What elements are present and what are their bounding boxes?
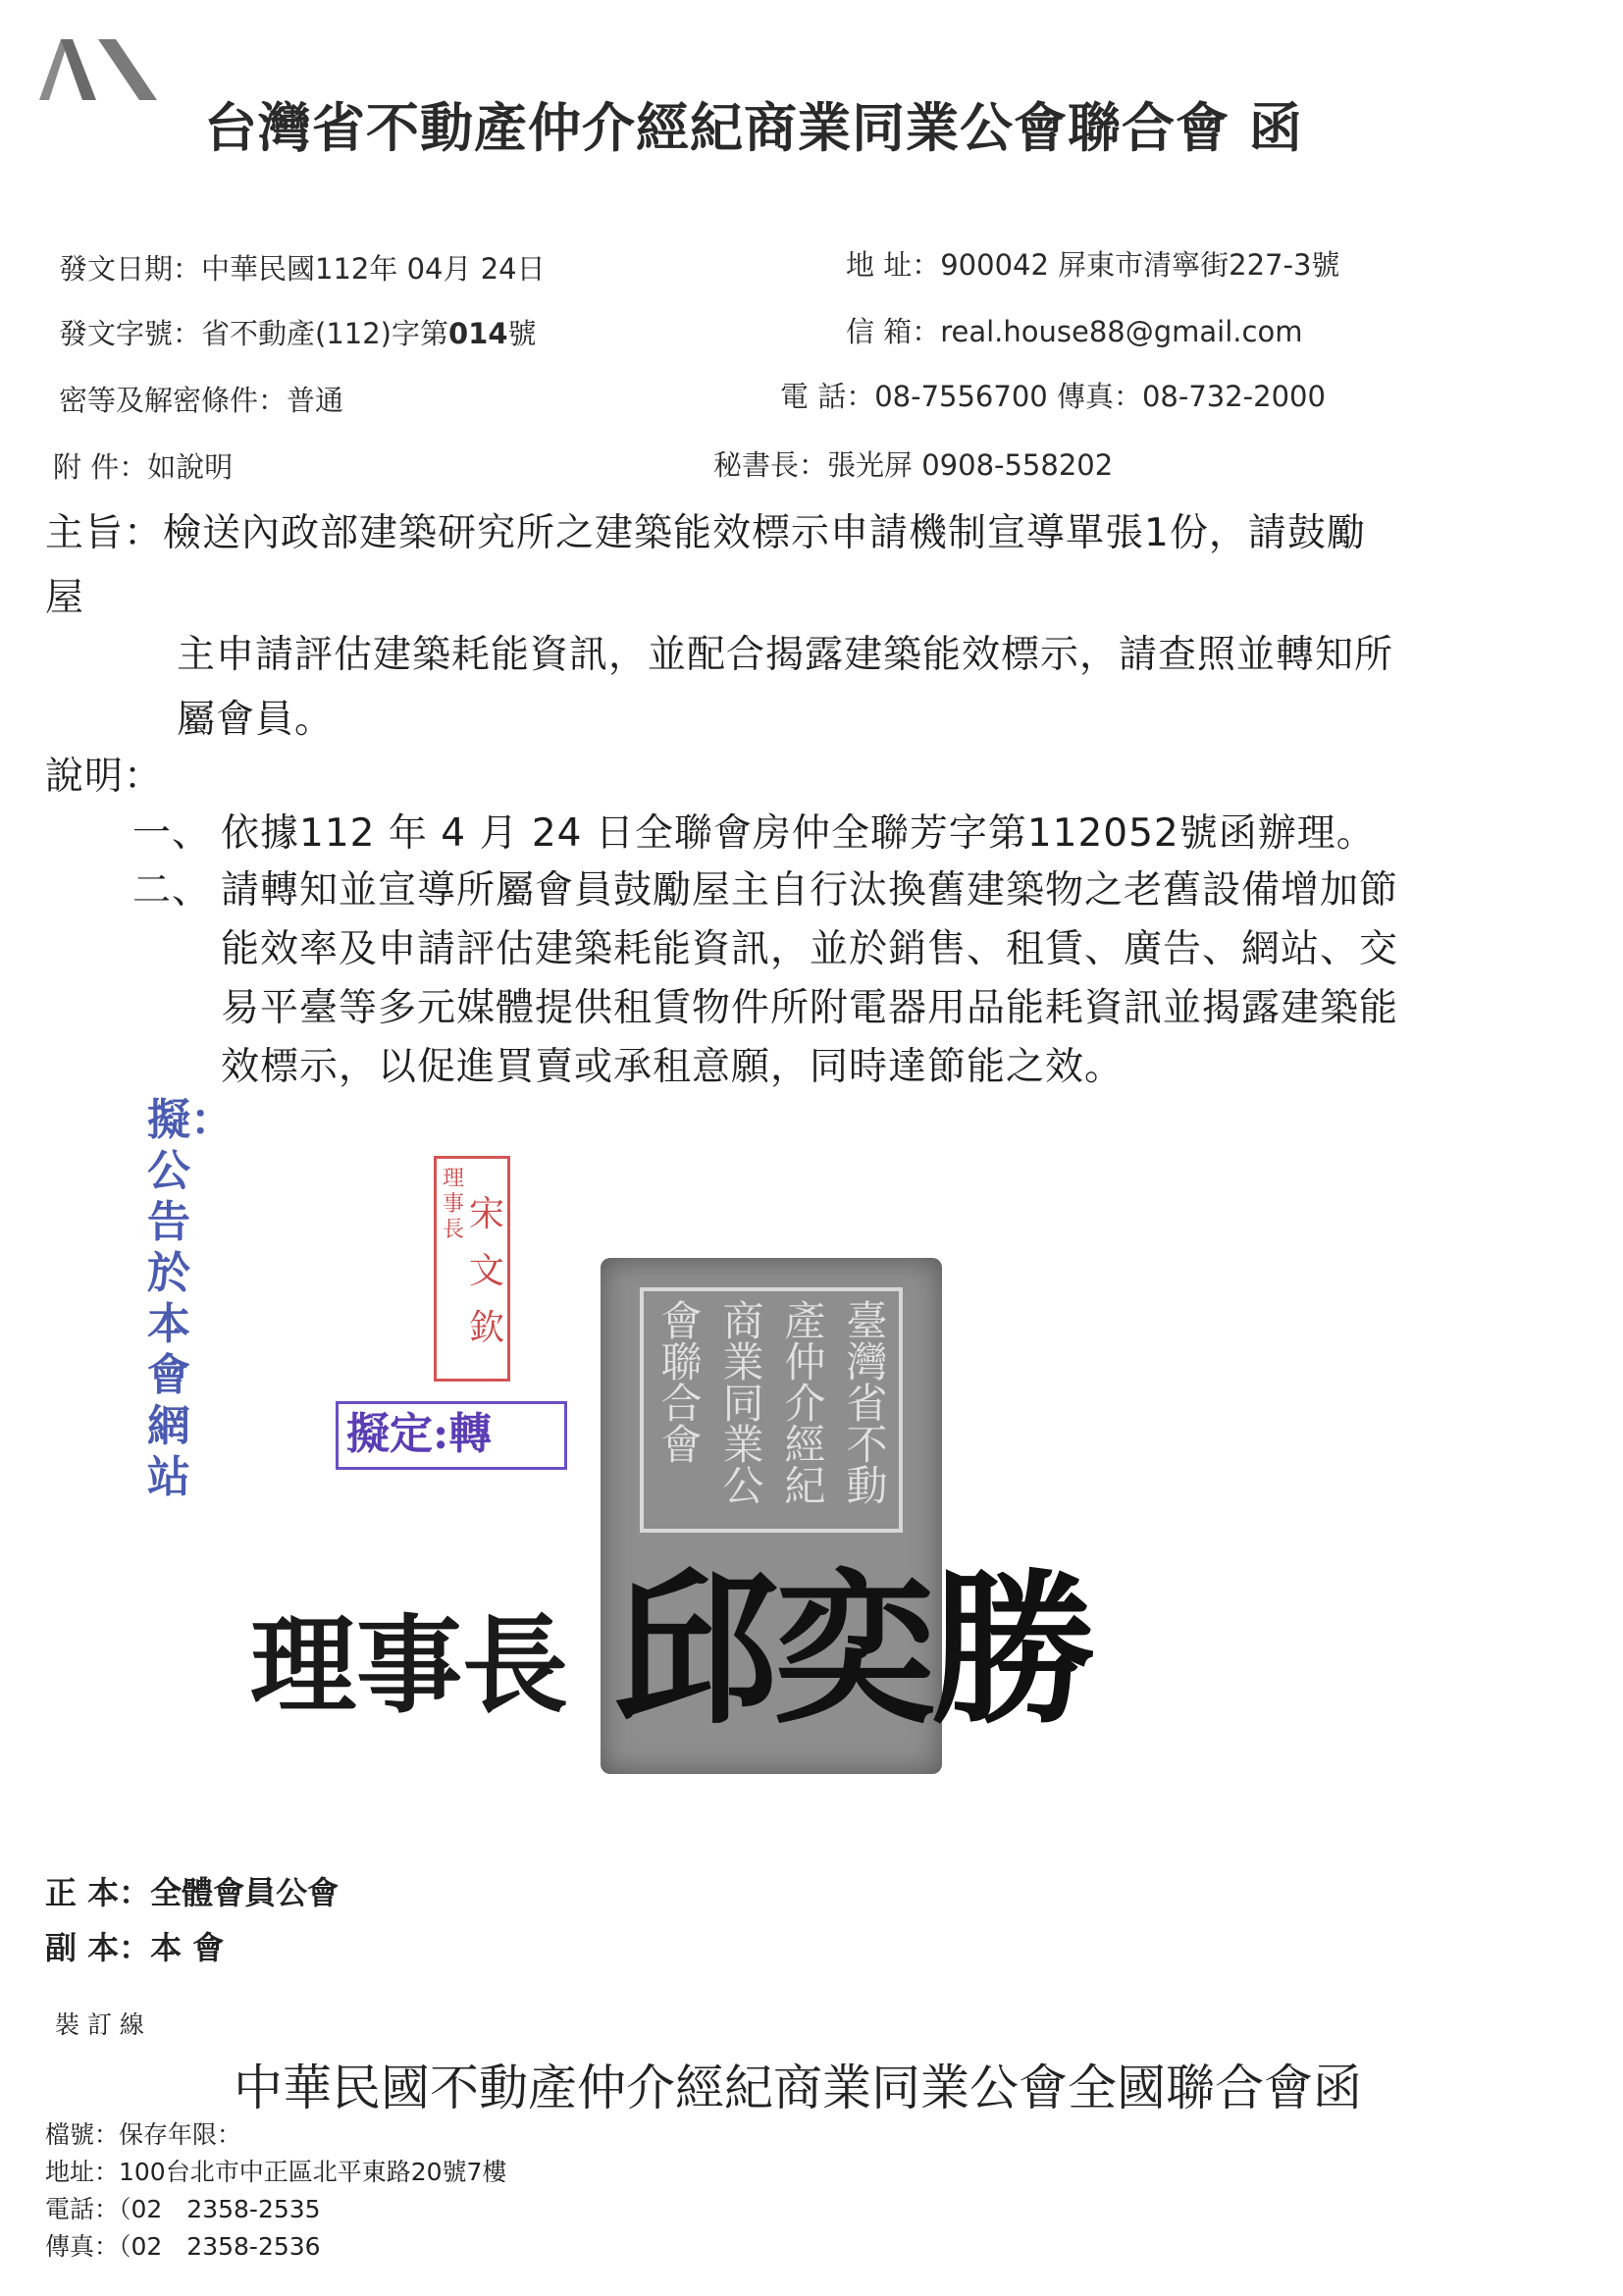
- footer-phone: 電話：（02 2358-2535: [45, 2195, 321, 2223]
- signatory-name: 邱奕勝: [613, 1554, 1090, 1747]
- seal-text: 臺灣省不動: [840, 1299, 889, 1505]
- sender-email: 信 箱：real.house88@gmail.com: [846, 315, 1303, 348]
- footer-title: 中華民國不動產仲介經紀商業同業公會全國聯合會函: [234, 2060, 1362, 2116]
- explanation-item-2-line: 易平臺等多元媒體提供租賃物件所附電器用品能耗資訊並揭露建築能: [221, 986, 1399, 1030]
- subject-line-1: 主旨：檢送內政部建築研究所之建築能效標示申請機制宣導單張1份，請鼓勵: [45, 511, 1366, 555]
- association-logo: [39, 39, 177, 100]
- seal-text: 產仲介經紀: [778, 1299, 827, 1505]
- sender-phone: 電 話：08-7556700 傳真：08-732-2000: [780, 380, 1326, 413]
- original-recipient: 正 本：全體會員公會: [45, 1874, 340, 1911]
- blue-annotation-stamp: 擬：公告於本會網站: [147, 1095, 234, 1502]
- footer-fax: 傳真：（02 2358-2536: [45, 2232, 321, 2261]
- explanation-item-2-line: 請轉知並宣導所屬會員鼓勵屋主自行汰換舊建築物之老舊設備增加節: [221, 868, 1399, 913]
- sender-address: 地 址：900042 屏東市清寧街227-3號: [846, 248, 1340, 282]
- doc-no-number: 014: [447, 317, 508, 350]
- doc-no-prefix: 發文字號：省不動產(112)字第: [59, 317, 448, 350]
- purple-draft-stamp: 擬定:轉: [336, 1401, 567, 1470]
- explanation-item-2-marker: 二、: [132, 868, 212, 913]
- explanation-item-2-line: 效標示，以促進買賣或承租意願，同時達節能之效。: [221, 1045, 1125, 1089]
- secrecy-level: 密等及解密條件：普通: [59, 384, 344, 417]
- red-stamp-name: 宋文欽: [469, 1194, 505, 1348]
- footer-address: 地址：100台北市中正區北平東路20號7樓: [45, 2158, 507, 2186]
- subject-line-2: 屋: [45, 576, 85, 620]
- doc-no-suffix: 號: [507, 317, 537, 350]
- seal-text: 會聯合會: [654, 1299, 704, 1464]
- explanation-item-2-line: 能效率及申請評估建築耗能資訊，並於銷售、租賃、廣告、網站、交: [221, 927, 1399, 971]
- subject-line-4: 屬會員。: [177, 698, 335, 742]
- subject-line-3: 主申請評估建築耗能資訊，並配合揭露建築能效標示，請查照並轉知所: [177, 633, 1394, 677]
- seal-text: 商業同業公: [716, 1299, 765, 1505]
- explanation-label: 說明：: [45, 755, 164, 799]
- secretary-general: 秘書長：張光屏 0908-558202: [713, 448, 1114, 482]
- document-number: [59, 312, 537, 352]
- explanation-item-1-line: 依據112 年 4 月 24 日全聯會房仲全聯芳字第112052號函辦理。: [221, 811, 1376, 856]
- attachment: 附 件：如說明: [53, 450, 234, 484]
- red-stamp-title: 理事長: [443, 1167, 465, 1242]
- explanation-item-1-marker: 一、: [132, 811, 212, 856]
- signatory-title: 理事長: [250, 1605, 569, 1728]
- letter-title: 台灣省不動產仲介經紀商業同業公會聯合會 函: [204, 97, 1303, 159]
- issue-date: 發文日期：中華民國112年 04月 24日: [59, 252, 546, 286]
- seal-border: [640, 1287, 903, 1533]
- red-chairman-stamp: [434, 1156, 510, 1382]
- footer-file-no: 檔號：保存年限：: [45, 2120, 242, 2149]
- binding-line-label: 裝 訂 線: [55, 2010, 144, 2039]
- copy-recipient: 副 本：本 會: [45, 1929, 225, 1966]
